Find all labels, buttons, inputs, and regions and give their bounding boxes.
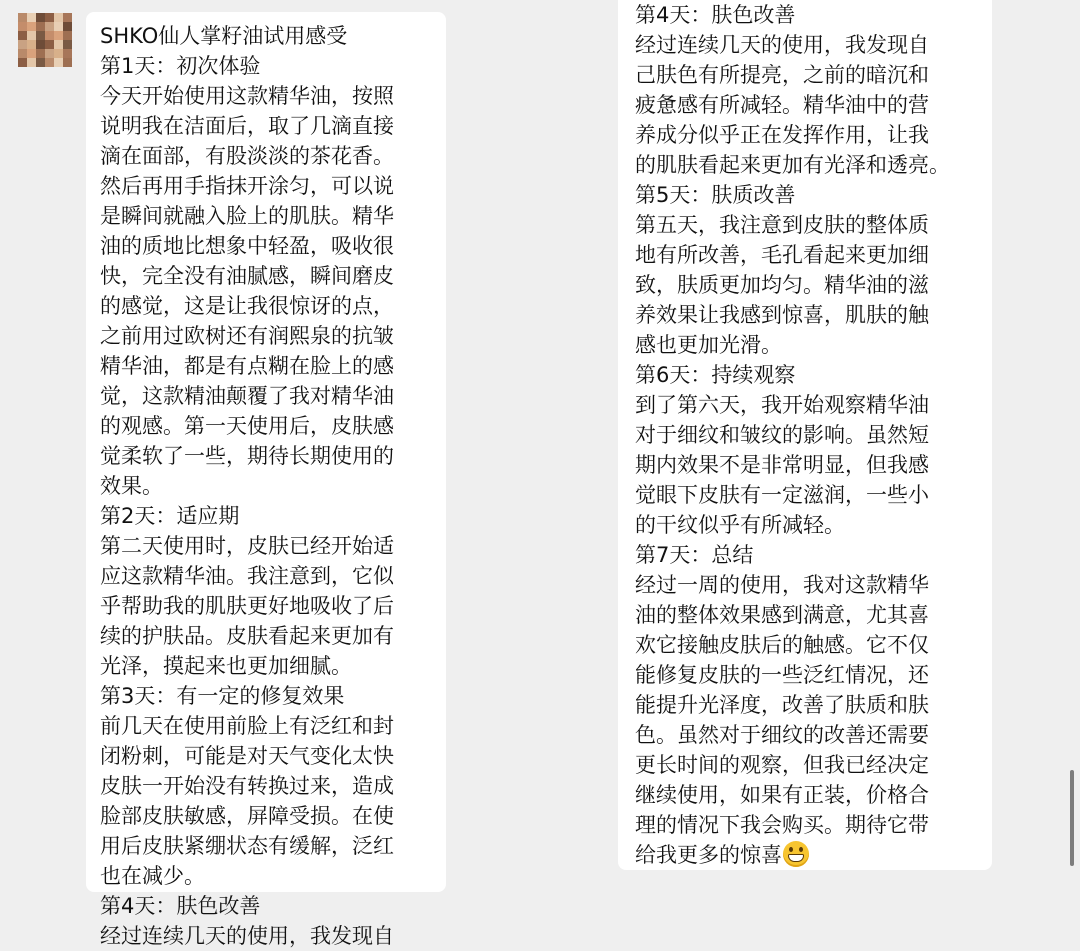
message-line-text: 能修复皮肤的一些泛红情况，还 (635, 663, 929, 687)
message-line-text: 给我更多的惊喜 (635, 843, 782, 867)
message-line (635, 510, 984, 540)
message-line (100, 921, 436, 951)
message-line-text: 养成分似乎正在发挥作用，让我 (635, 123, 929, 147)
grinning-face-emoji-icon (783, 841, 809, 867)
message-line-text: 经过连续几天的使用，我发现自 (635, 33, 929, 57)
message-line-text: 也在减少。 (100, 864, 205, 888)
message-line (100, 831, 436, 861)
message-line (100, 321, 436, 351)
message-line-text: 续的护肤品。皮肤看起来更加有 (100, 624, 394, 648)
message-text (635, 0, 984, 870)
message-line-text: 之前用过欧树还有润熙泉的抗皱 (100, 324, 394, 348)
message-line-text: 今天开始使用这款精华油，按照 (100, 84, 394, 108)
message-line-text: 欢它接触皮肤后的触感。它不仅 (635, 633, 929, 657)
message-line-text: 对于细纹和皱纹的影响。虽然短 (635, 423, 929, 447)
message-line (100, 771, 436, 801)
message-line-text: 光泽，摸起来也更加细腻。 (100, 654, 352, 678)
message-line (635, 570, 984, 600)
message-line (635, 30, 984, 60)
message-line (100, 801, 436, 831)
message-line (635, 270, 984, 300)
message-line (100, 561, 436, 591)
message-line-text: 皮肤一开始没有转换过来，造成 (100, 774, 394, 798)
message-line (100, 261, 436, 291)
message-line-text: 的肌肤看起来更加有光泽和透亮。 (635, 153, 950, 177)
message-line-text: 第4天：肤色改善 (635, 3, 796, 27)
message-line-text: 第6天：持续观察 (635, 363, 796, 387)
message-line-text: 觉，这款精油颠覆了我对精华油 (100, 384, 394, 408)
message-line (100, 231, 436, 261)
message-line (100, 411, 436, 441)
message-line-text: 地有所改善，毛孔看起来更加细 (635, 243, 929, 267)
message-line (635, 150, 984, 180)
message-bubble-right (618, 0, 992, 870)
message-line-text: 能提升光泽度，改善了肤质和肤 (635, 693, 929, 717)
message-line-text: 说明我在洁面后，取了几滴直接 (100, 114, 394, 138)
message-line (635, 720, 984, 750)
message-line-text: 的观感。第一天使用后，皮肤感 (100, 414, 394, 438)
message-line (635, 540, 984, 570)
message-line (100, 501, 436, 531)
message-line (635, 690, 984, 720)
message-line-text: 第4天：肤色改善 (100, 894, 261, 918)
message-line-text: 闭粉刺，可能是对天气变化太快 (100, 744, 394, 768)
message-line (635, 300, 984, 330)
message-line (100, 441, 436, 471)
message-line (100, 531, 436, 561)
message-line (635, 450, 984, 480)
message-line (100, 81, 436, 111)
message-line-text: 疲惫感有所减轻。精华油中的营 (635, 93, 929, 117)
message-line (100, 201, 436, 231)
message-line-text: SHKO仙人掌籽油试用感受 (100, 24, 348, 48)
message-line (635, 180, 984, 210)
avatar[interactable] (18, 13, 72, 67)
message-line-text: 理的情况下我会购买。期待它带 (635, 813, 929, 837)
message-line-text: 的干纹似乎有所减轻。 (635, 513, 845, 537)
message-line-text: 到了第六天，我开始观察精华油 (635, 393, 929, 417)
message-line (635, 360, 984, 390)
message-line (100, 621, 436, 651)
message-line (635, 660, 984, 690)
message-line-text: 第1天：初次体验 (100, 54, 261, 78)
message-line (100, 111, 436, 141)
message-line-text: 觉眼下皮肤有一定滋润，一些小 (635, 483, 929, 507)
message-line-text: 是瞬间就融入脸上的肌肤。精华 (100, 204, 394, 228)
message-line-text: 经过一周的使用，我对这款精华 (635, 573, 929, 597)
message-line (635, 90, 984, 120)
message-line (100, 291, 436, 321)
message-line-text: 油的质地比想象中轻盈，吸收很 (100, 234, 394, 258)
message-line-text: 快，完全没有油腻感，瞬间磨皮 (100, 264, 394, 288)
message-line (635, 420, 984, 450)
message-line-text: 油的整体效果感到满意，尤其喜 (635, 603, 929, 627)
message-line-text: 己肤色有所提亮，之前的暗沉和 (635, 63, 929, 87)
message-line-text: 脸部皮肤敏感，屏障受损。在使 (100, 804, 394, 828)
message-line-text: 第二天使用时，皮肤已经开始适 (100, 534, 394, 558)
message-line-text: 感也更加光滑。 (635, 333, 782, 357)
message-bubble-left (86, 12, 446, 948)
message-line-text: 用后皮肤紧绷状态有缓解，泛红 (100, 834, 394, 858)
message-line-text: 第2天：适应期 (100, 504, 240, 528)
message-line-text: 应这款精华油。我注意到，它似 (100, 564, 394, 588)
message-line (100, 891, 436, 921)
message-line-text: 色。虽然对于细纹的改善还需要 (635, 723, 929, 747)
message-line (635, 750, 984, 780)
message-line-text: 经过连续几天的使用，我发现自 (100, 924, 394, 948)
message-line (100, 681, 436, 711)
message-line (635, 330, 984, 360)
message-line (635, 600, 984, 630)
message-line (635, 480, 984, 510)
message-line (100, 21, 436, 51)
message-line (100, 351, 436, 381)
message-line-text: 养效果让我感到惊喜，肌肤的触 (635, 303, 929, 327)
message-line-text: 前几天在使用前脸上有泛红和封 (100, 714, 394, 738)
message-line (100, 171, 436, 201)
message-line-text: 精华油，都是有点糊在脸上的感 (100, 354, 394, 378)
message-line (635, 210, 984, 240)
message-line-text: 第7天：总结 (635, 543, 754, 567)
message-line-text: 的感觉，这是让我很惊讶的点， (100, 294, 394, 318)
message-text (100, 21, 436, 951)
scrollbar[interactable] (1070, 770, 1074, 866)
message-line (635, 240, 984, 270)
message-line (100, 741, 436, 771)
message-line (635, 120, 984, 150)
message-line (635, 810, 984, 840)
message-line (635, 390, 984, 420)
message-line-text: 觉柔软了一些，期待长期使用的 (100, 444, 394, 468)
message-line-text: 期内效果不是非常明显，但我感 (635, 453, 929, 477)
message-line-text: 第5天：肤质改善 (635, 183, 796, 207)
message-line (635, 630, 984, 660)
message-line-text: 致，肤质更加均匀。精华油的滋 (635, 273, 929, 297)
message-line-text: 第五天，我注意到皮肤的整体质 (635, 213, 929, 237)
message-line (635, 60, 984, 90)
message-line (100, 141, 436, 171)
message-line (100, 651, 436, 681)
message-line-text: 乎帮助我的肌肤更好地吸收了后 (100, 594, 394, 618)
message-line (100, 861, 436, 891)
message-line-text: 更长时间的观察，但我已经决定 (635, 753, 929, 777)
message-line (100, 51, 436, 81)
message-line (100, 471, 436, 501)
message-line (100, 381, 436, 411)
message-line (635, 840, 984, 870)
message-line-text: 继续使用，如果有正装，价格合 (635, 783, 929, 807)
message-line-text: 第3天：有一定的修复效果 (100, 684, 345, 708)
message-line (100, 711, 436, 741)
message-line (635, 780, 984, 810)
message-line-text: 效果。 (100, 474, 163, 498)
message-line-text: 滴在面部，有股淡淡的茶花香。 (100, 144, 394, 168)
message-line (100, 591, 436, 621)
message-line-text: 然后再用手指抹开涂匀，可以说 (100, 174, 394, 198)
message-line (635, 0, 984, 30)
